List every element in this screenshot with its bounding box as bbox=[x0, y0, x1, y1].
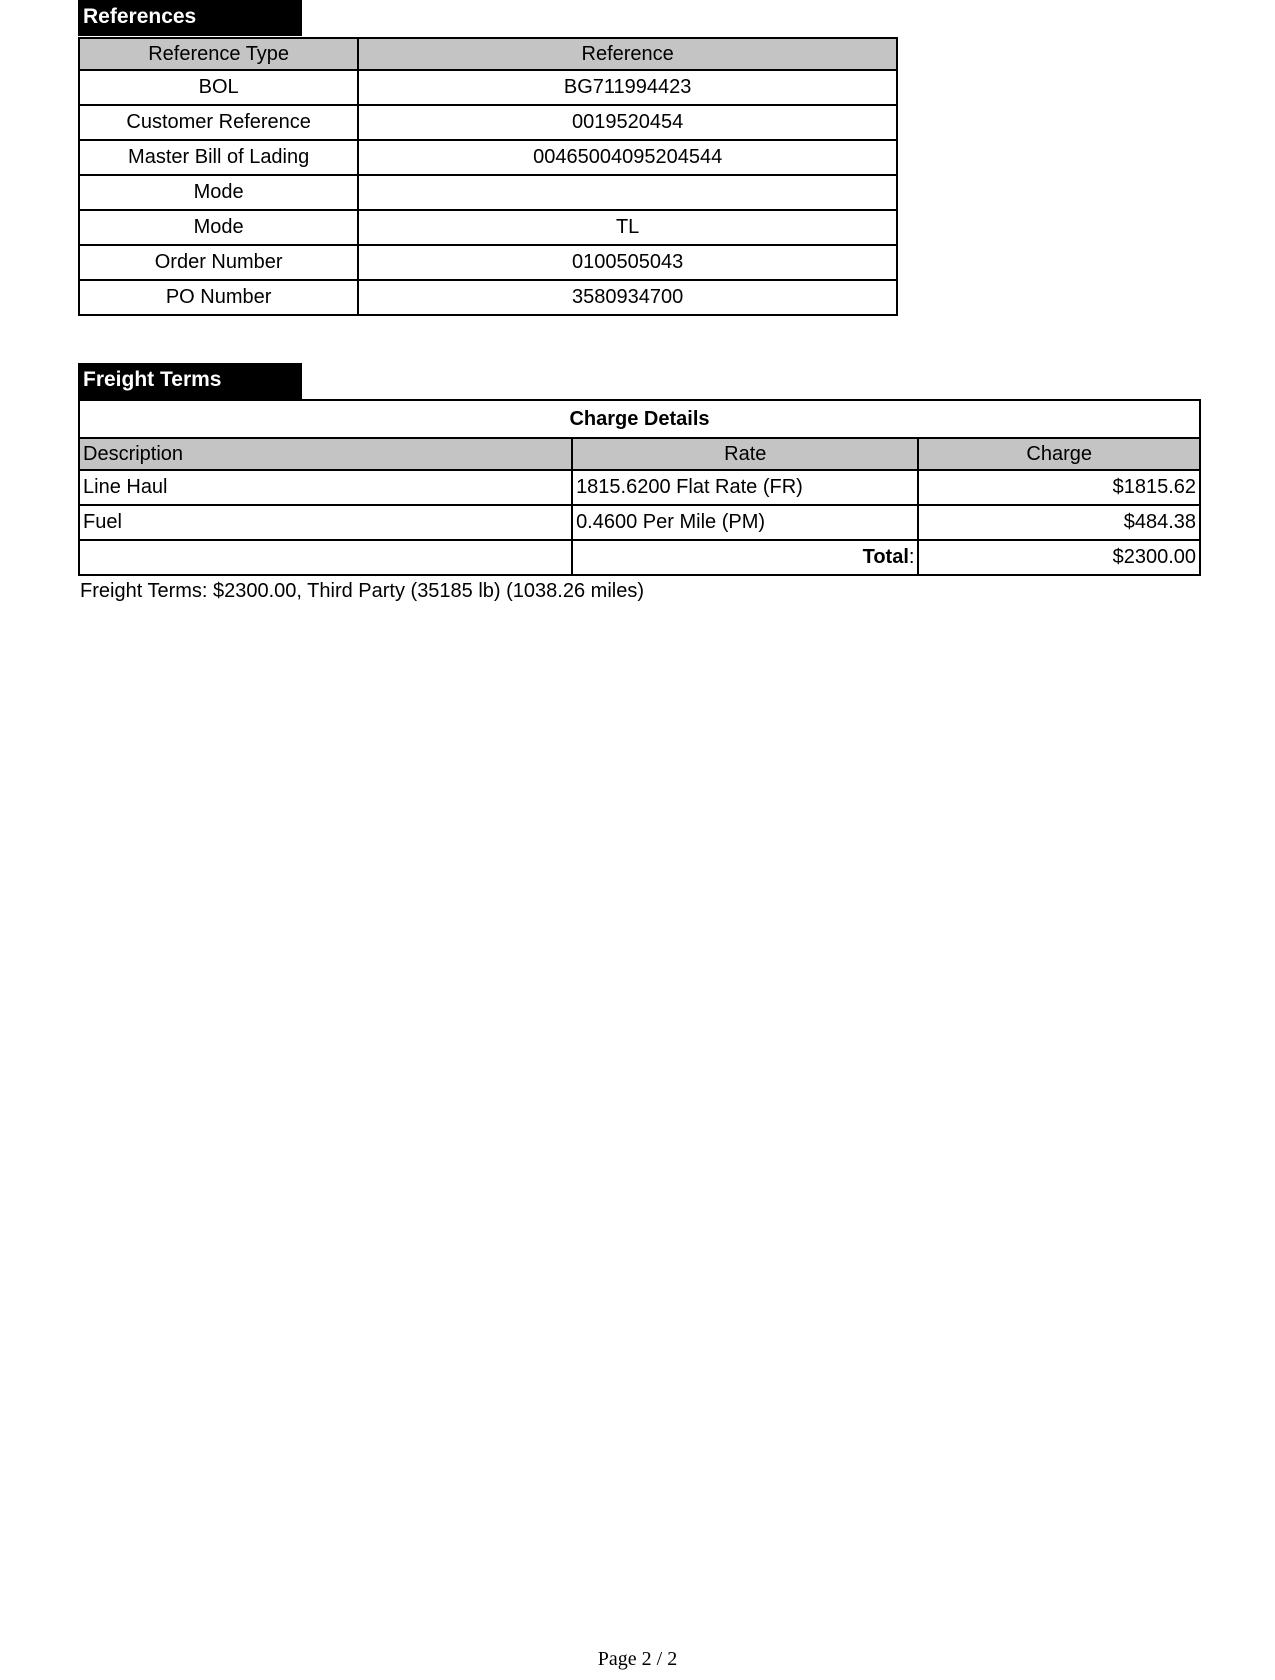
reference-value-cell: 3580934700 bbox=[358, 280, 897, 315]
charge-amount-cell: $1815.62 bbox=[918, 470, 1200, 505]
charge-details-table bbox=[78, 399, 1201, 576]
charge-description-cell: Fuel bbox=[79, 505, 572, 540]
total-label-cell: Total: bbox=[572, 540, 918, 575]
reference-type-cell: BOL bbox=[79, 70, 358, 105]
reference-value-cell bbox=[358, 175, 897, 210]
total-label: Total bbox=[862, 546, 909, 568]
reference-type-cell: Mode bbox=[79, 175, 358, 210]
empty-cell bbox=[79, 540, 572, 575]
freight-terms-summary: Freight Terms: $2300.00, Third Party (35185 lb) (1038.26 miles) bbox=[80, 580, 644, 602]
description-header: Description bbox=[79, 438, 572, 470]
charge-rate-cell: 0.4600 Per Mile (PM) bbox=[572, 505, 918, 540]
charge-description-cell: Line Haul bbox=[79, 470, 572, 505]
reference-value-cell: 00465004095204544 bbox=[358, 140, 897, 175]
charge-amount-cell: $484.38 bbox=[918, 505, 1200, 540]
reference-value-cell: BG711994423 bbox=[358, 70, 897, 105]
references-section-title: References bbox=[78, 0, 302, 36]
reference-value-cell: TL bbox=[358, 210, 897, 245]
reference-value-cell: 0100505043 bbox=[358, 245, 897, 280]
references-header-row bbox=[79, 38, 897, 70]
rate-header: Rate bbox=[572, 438, 918, 470]
charge-details-title-row bbox=[79, 400, 1200, 438]
charge-header: Charge bbox=[918, 438, 1200, 470]
table-row bbox=[79, 175, 897, 210]
reference-type-cell: Mode bbox=[79, 210, 358, 245]
table-row bbox=[79, 210, 897, 245]
charge-header-row bbox=[79, 438, 1200, 470]
table-row bbox=[79, 280, 897, 315]
charge-rate-cell: 1815.6200 Flat Rate (FR) bbox=[572, 470, 918, 505]
table-row bbox=[79, 505, 1200, 540]
freight-terms-section-title: Freight Terms bbox=[78, 363, 302, 399]
reference-type-cell: PO Number bbox=[79, 280, 358, 315]
page-number: Page 2 / 2 bbox=[597, 1648, 678, 1670]
table-row bbox=[79, 140, 897, 175]
table-row bbox=[79, 70, 897, 105]
table-row bbox=[79, 470, 1200, 505]
reference-type-cell: Master Bill of Lading bbox=[79, 140, 358, 175]
charge-details-title: Charge Details bbox=[79, 400, 1200, 438]
reference-header: Reference bbox=[358, 38, 897, 70]
reference-type-cell: Order Number bbox=[79, 245, 358, 280]
total-row bbox=[79, 540, 1200, 575]
table-row bbox=[79, 245, 897, 280]
reference-value-cell: 0019520454 bbox=[358, 105, 897, 140]
table-row bbox=[79, 105, 897, 140]
reference-type-header: Reference Type bbox=[79, 38, 358, 70]
references-table bbox=[78, 37, 898, 316]
reference-type-cell: Customer Reference bbox=[79, 105, 358, 140]
total-value-cell: $2300.00 bbox=[918, 540, 1200, 575]
